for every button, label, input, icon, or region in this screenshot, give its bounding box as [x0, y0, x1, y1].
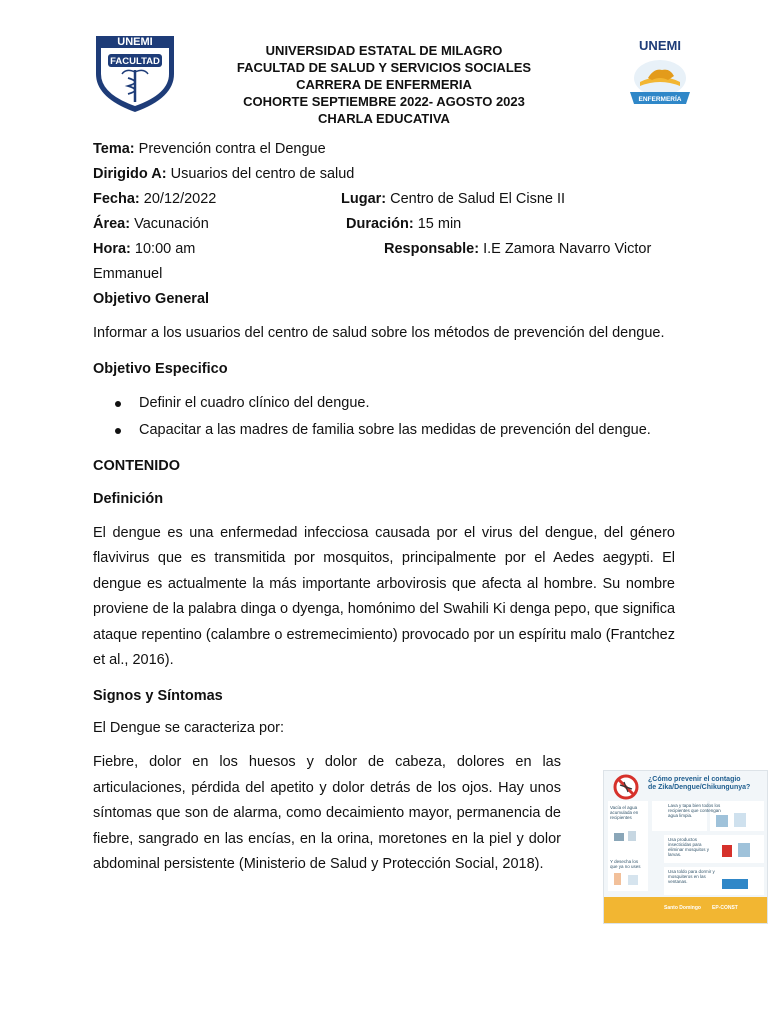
- dengue-prevention-poster: [603, 770, 768, 924]
- logo-left-main-text: FACULTAD: [110, 56, 160, 67]
- logo-right-ribbon-text: ENFERMERÍA: [638, 96, 682, 103]
- poster-footer-logo2: EP-CONST: [712, 905, 738, 911]
- header-university: UNIVERSIDAD ESTATAL DE MILAGRO: [265, 43, 503, 58]
- lugar-value: Centro de Salud El Cisne II: [390, 191, 566, 207]
- objetivo-especifico-heading: Objetivo Especifico: [93, 360, 228, 377]
- poster-title-line2: de Zika/Dengue/Chikungunya?: [648, 784, 751, 791]
- document-header: [170, 42, 598, 127]
- list-item: Capacitar a las madres de familia sobre las medidas de prevención del dengue.: [139, 418, 675, 444]
- document-content: [93, 137, 675, 878]
- header-title: CHARLA EDUCATIVA: [318, 111, 450, 126]
- objetivo-general-heading: Objetivo General: [93, 291, 210, 307]
- responsable-value: I.E Zamora Navarro Victor: [483, 241, 652, 257]
- contenido-heading: CONTENIDO: [93, 457, 180, 474]
- tema-label: Tema:: [93, 141, 135, 157]
- list-item: Definir el cuadro clínico del dengue.: [139, 391, 675, 417]
- header-faculty: FACULTAD DE SALUD Y SERVICIOS SOCIALES: [236, 60, 532, 75]
- logo-right-top-text: UNEMI: [639, 38, 681, 53]
- lugar-group: [341, 187, 565, 212]
- fecha-lugar-row: [93, 187, 675, 212]
- area-label: Área:: [93, 216, 131, 232]
- tema-row: [93, 137, 675, 162]
- duracion-value: 15 min: [417, 216, 462, 232]
- signos-text: Fiebre, dolor en los huesos y dolor de cabeza, dolores en las articulaciones, pérdida del apetito y dolor detrás de los ojos. Hay unos síntomas que son de alarma, como decaimiento mayor, permanencia de fiebre, sangrado en las encías, en la orina, moretones en la piel y dolor abdominal persistente (Ministerio de Salud y Protección Social, 2018).: [93, 754, 561, 872]
- tema-value: Prevención contra el Dengue: [138, 141, 326, 157]
- poster-footer: [604, 897, 767, 923]
- poster-cell: Usa toldo para dormir y mosquiteros en las ventanas.: [668, 869, 715, 884]
- objetivo-general-text: Informar a los usuarios del centro de salud sobre los métodos de prevención del dengue.: [93, 325, 665, 341]
- poster-cell: Y desecha los que ya no uses: [610, 859, 641, 869]
- hora-value: 10:00 am: [134, 241, 196, 257]
- logo-left-top-text: UNEMI: [117, 36, 153, 48]
- poster-title: [648, 776, 764, 792]
- objetivo-especifico-list: [93, 391, 675, 444]
- hora-responsable-row: [93, 237, 675, 262]
- poster-cell: Lava y tapa bien todos los recipientes que contengan agua limpia.: [668, 803, 721, 818]
- dirigido-value: Usuarios del centro de salud: [170, 166, 355, 182]
- dirigido-label: Dirigido A:: [93, 166, 167, 182]
- fecha-label: Fecha:: [93, 191, 140, 207]
- signos-heading: Signos y Síntomas: [93, 687, 223, 704]
- area-duracion-row: [93, 212, 675, 237]
- unemi-enfermeria-logo: [618, 34, 702, 114]
- duracion-group: [346, 212, 461, 237]
- dirigido-row: [93, 162, 675, 187]
- responsable-label: Responsable:: [384, 241, 480, 257]
- header-cohort: COHORTE SEPTIEMBRE 2022- AGOSTO 2023: [243, 94, 525, 109]
- definicion-heading: Definición: [93, 490, 164, 507]
- responsable-group: [384, 237, 651, 262]
- duracion-label: Duración:: [346, 216, 414, 232]
- lugar-label: Lugar:: [341, 191, 387, 207]
- poster-cell: Vacía el agua acumulada en recipientes: [610, 805, 639, 820]
- definicion-text: El dengue es una enfermedad infecciosa causada por el virus del dengue, del género flavivirus que es transmitida por mosquitos, principalmente por el Aedes aegypti. El dengue es actualmente la más importante arbovirosis que afecta al hombre. Su nombre proviene de la palabra dinga o dyenga, homónimo del Swahili Ki denga pepo, que significa ataque repentino (calambre o estremecimiento) provocado por un espíritu malo (Frantchez et al., 2016).: [93, 524, 676, 668]
- poster-title-line1: ¿Cómo prevenir el contagio: [648, 776, 741, 783]
- hora-label: Hora:: [93, 241, 131, 257]
- signos-intro: El Dengue se caracteriza por:: [93, 719, 285, 736]
- area-value: Vacunación: [134, 216, 209, 232]
- fecha-value: 20/12/2022: [143, 191, 217, 207]
- header-career: CARRERA DE ENFERMERIA: [296, 77, 472, 92]
- poster-footer-logo1: Santo Domingo: [664, 905, 701, 911]
- poster-cell: Usa productos insecticidas para eliminar mosquitos y larvas.: [668, 837, 710, 857]
- responsable-continuation: Emmanuel: [93, 266, 163, 282]
